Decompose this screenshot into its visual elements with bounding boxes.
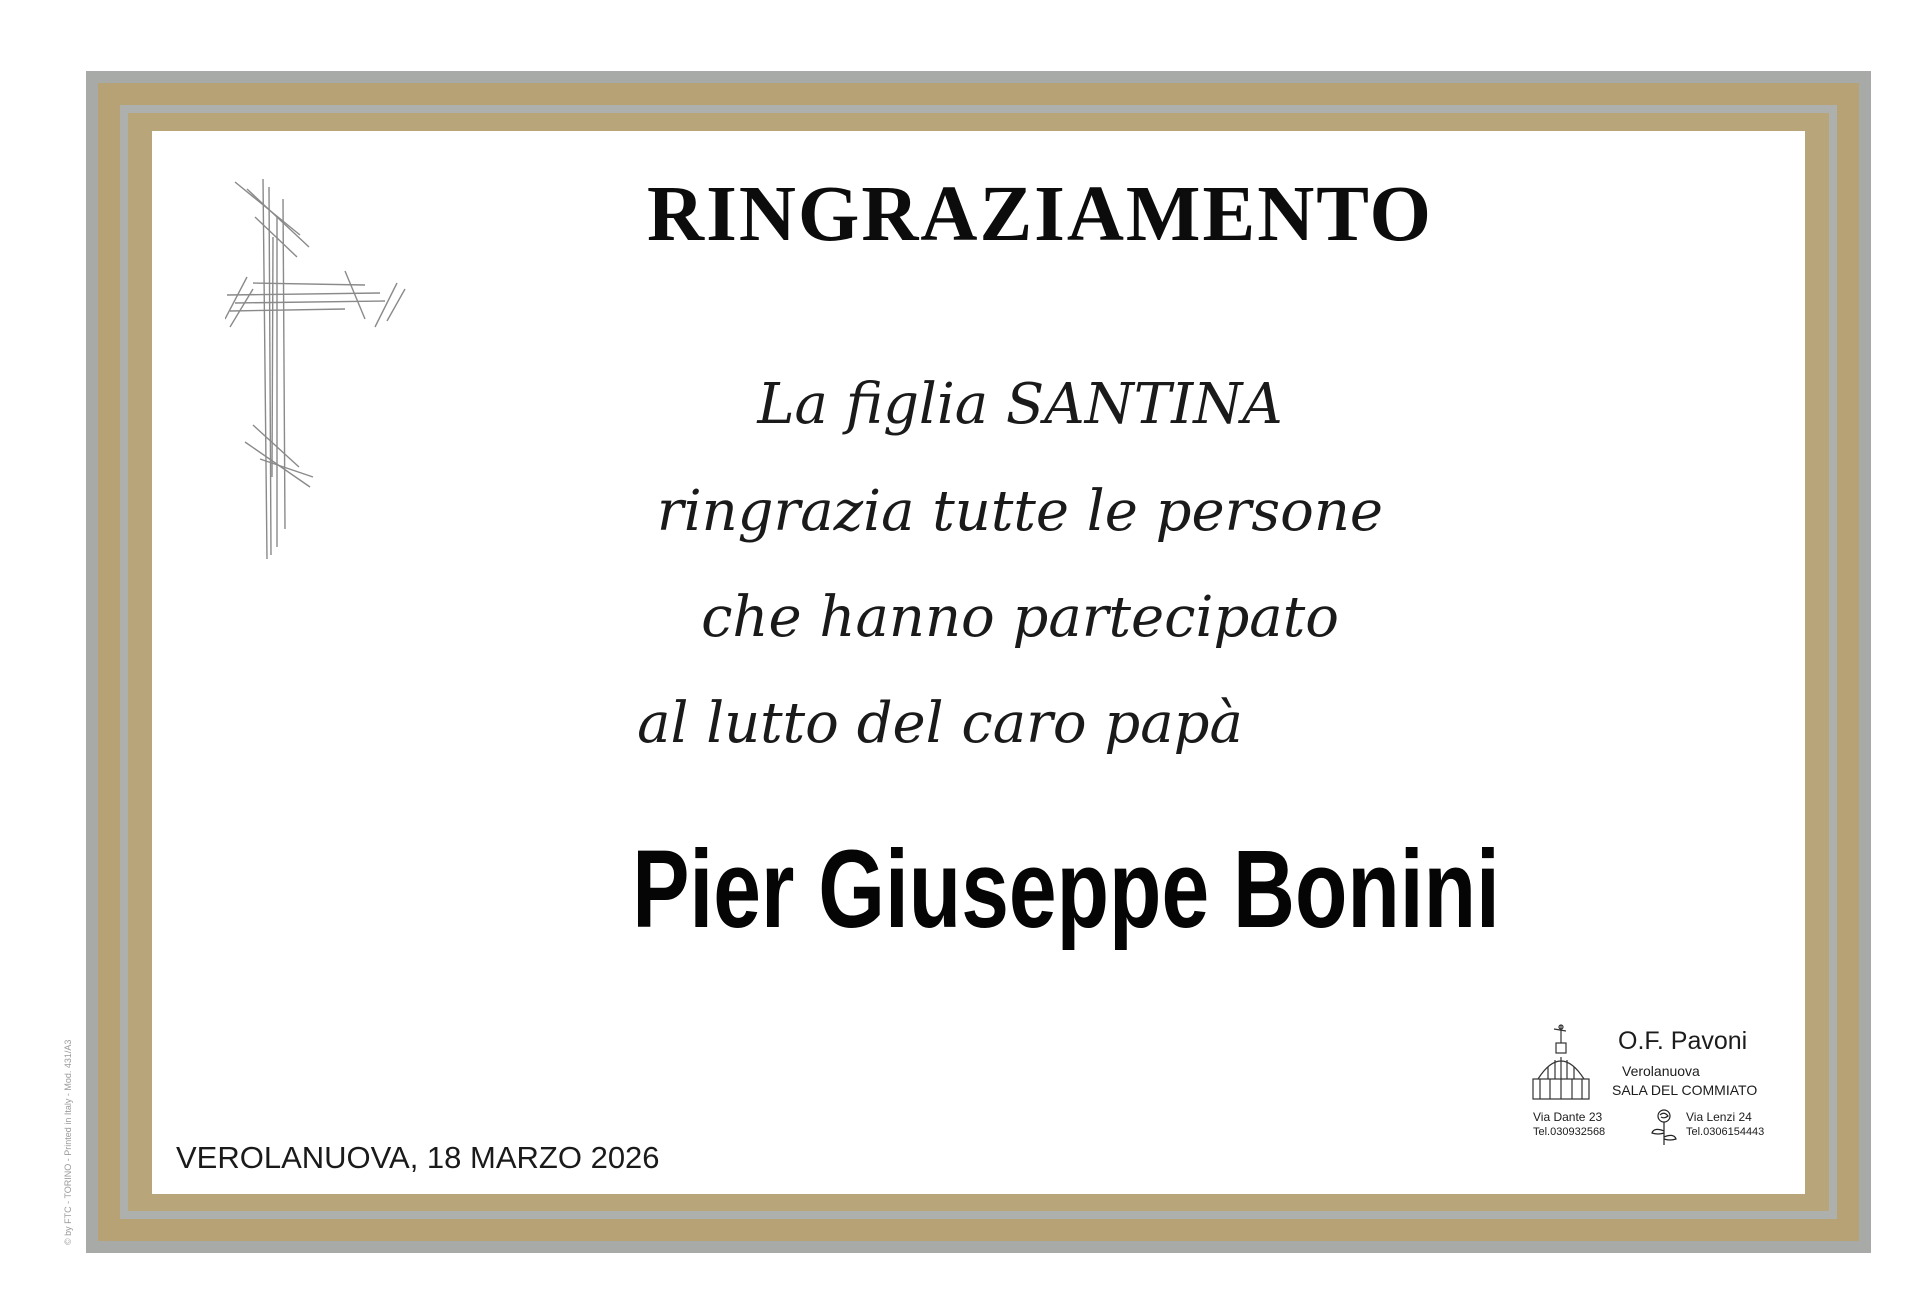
notice-title: RINGRAZIAMENTO — [647, 171, 1433, 258]
funeral-home-address-2: Via Lenzi 24 — [1686, 1110, 1752, 1124]
printer-imprint: © by FTC - TORINO - Printed in Italy - Mod. 431/A3 — [63, 1039, 73, 1245]
place-date: VEROLANUOVA, 18 MARZO 2026 — [176, 1140, 660, 1175]
message-line-2: ringrazia tutte le persone — [656, 479, 1384, 544]
message-line-1: La figlia SANTINA — [757, 372, 1283, 437]
church-dome-icon — [1530, 1023, 1592, 1103]
funeral-home-phone-2: Tel.0306154443 — [1686, 1126, 1765, 1138]
sketched-cross-icon — [225, 177, 455, 562]
message-line-3: che hanno partecipato — [701, 585, 1339, 650]
funeral-home-city: Verolanuova — [1622, 1063, 1700, 1079]
message-line-4: al lutto del caro papà — [637, 691, 1243, 756]
funeral-home-hall: SALA DEL COMMIATO — [1612, 1082, 1758, 1098]
deceased-name: Pier Giuseppe Bonini — [632, 828, 1500, 951]
funeral-home-phone-1: Tel.030932568 — [1533, 1126, 1606, 1138]
funeral-home-address-1: Via Dante 23 — [1533, 1110, 1603, 1124]
funeral-home-logo — [1530, 1023, 1790, 1153]
funeral-home-name: O.F. Pavoni — [1618, 1027, 1748, 1055]
rose-icon — [1648, 1107, 1680, 1147]
